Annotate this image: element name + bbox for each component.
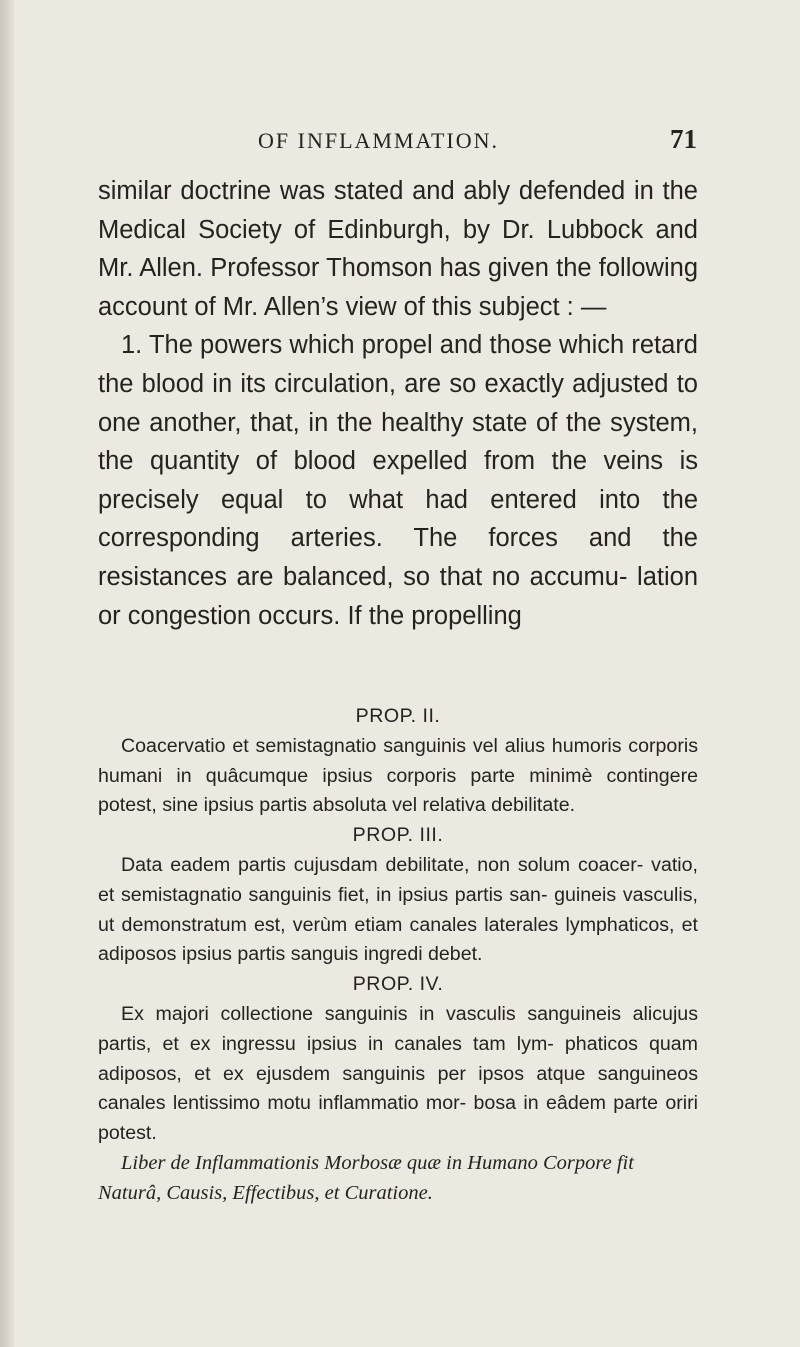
prop-text: Coacervatio et semistagnatio sanguinis vel alius humoris corporis humani in quâcumque ipsius corporis parte minimè contingere potest, sine ipsius partis absoluta vel relativa debilitate. — [98, 734, 698, 817]
paragraph: 1. The powers which propel and those which retard the blood in its circulation, are so exactly adjusted to one another, that, in the healthy state of the system, the quantity of blood expelled from the veins is precisely equal to what had entered into the corresponding arteries. The forces and the resistances are balanced, so that no accumu- lation or congestion occurs. If the propelling — [98, 331, 698, 630]
latin-propositions — [98, 702, 698, 1209]
prop-text: Data eadem partis cujusdam debilitate, non solum coacer- vatio, et semistagnatio sanguinis fiet, in ipsius partis san- guineis vasculis, ut demonstratum est, verùm etiam canales laterales lymphaticos, et adiposos ipsius partis sanguis ingredi debet. — [98, 853, 698, 966]
running-head: OF INFLAMMATION. — [258, 128, 500, 153]
prop-heading: PROP. IV. — [352, 973, 444, 996]
page-number: 71 — [670, 124, 697, 154]
prop-heading: PROP. II. — [355, 705, 441, 727]
prop-heading: PROP. III. — [352, 824, 444, 847]
page-edge — [0, 0, 14, 1347]
prop-text: Ex majori collectione sanguinis in vasculis sanguineis alicujus partis, et ex ingressu ipsius in canales tam lym- phaticos quam adiposos, et ex ejusdem sanguinis per ipsos atque sanguineos canales lentissimo motu inflammatio mor- bosa in eâdem parte oriri potest. — [98, 1002, 698, 1145]
paragraph: similar doctrine was stated and ably defended in the Medical Society of Edinburgh, by Dr. Lubbock and Mr. Allen. Professor Thomson has given the following account of Mr. Allen’s view of this subject : — — [98, 177, 698, 321]
citation: Liber de Inflammationis Morbosæ quæ in Humano Corpore fit Naturâ, Causis, Effectibus, et Curatione. — [98, 1151, 634, 1204]
page-header — [98, 124, 697, 162]
body-text — [98, 172, 698, 635]
